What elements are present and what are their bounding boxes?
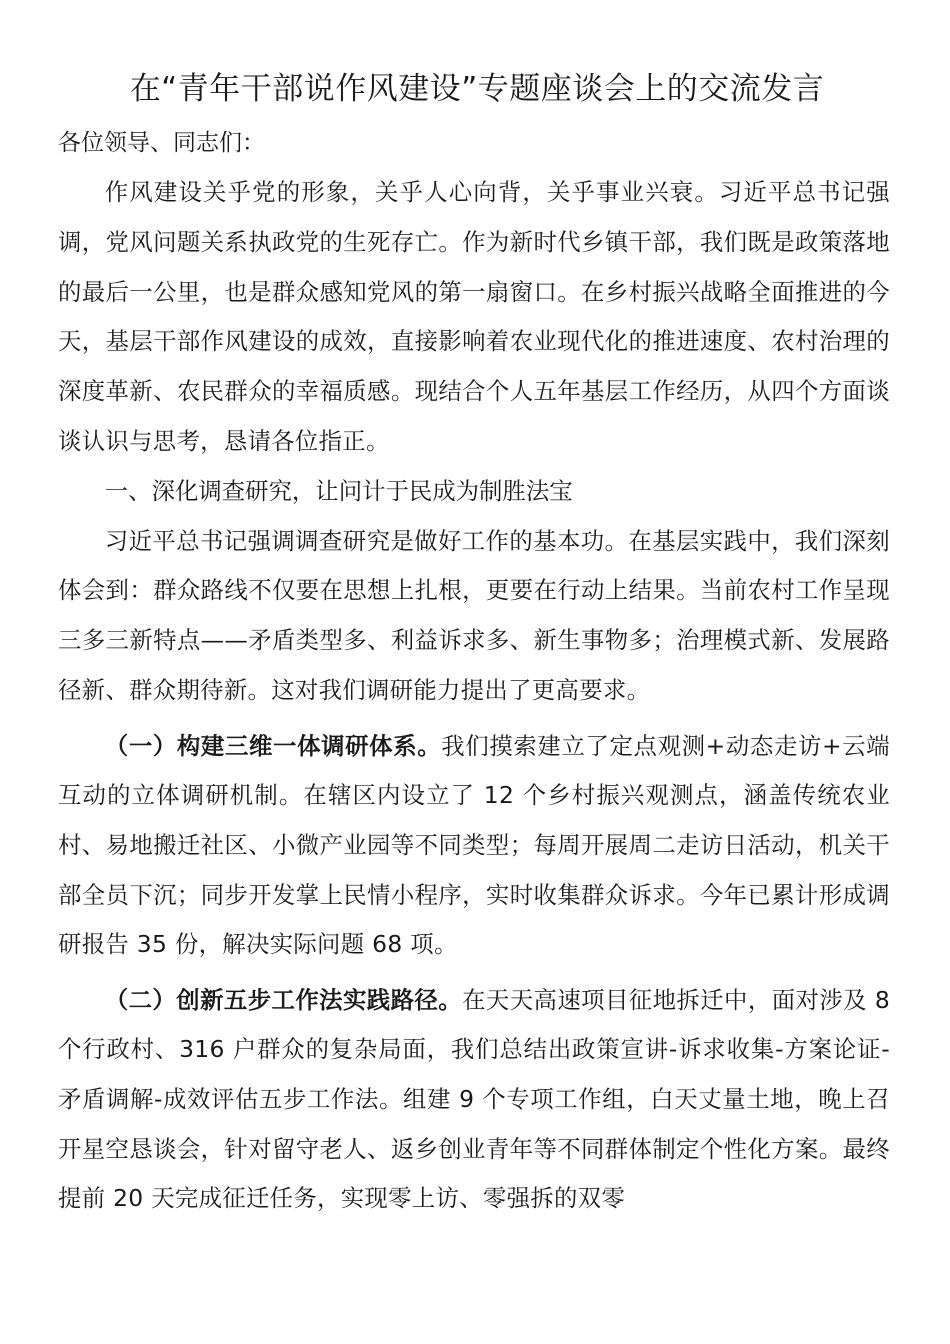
point-2-body: 在天天高速项目征地拆迁中，面对涉及 8 个行政村、316 户群众的复杂局面，我们总结出政策宣讲-诉求收集-方案论证-矛盾调解-成效评估五步工作法。组建 9 个专项工作组，白天丈量土地，晚上召开星空恳谈会，针对留守老人、返乡创业青年等不同群体制定个性化方案。最终提前 20 天完成征迁任务，实现零上访、零强拆的双零 bbox=[58, 985, 891, 1213]
section-1-heading: 一、深化调查研究，让问计于民成为制胜法宝 bbox=[104, 476, 573, 505]
intro-paragraph: 作风建设关乎党的形象，关乎人心向背，关乎事业兴衰。习近平总书记强调，党风问题关系执政党的生死存亡。作为新时代乡镇干部，我们既是政策落地的最后一公里，也是群众感知党风的第一扇窗口。在乡村振兴战略全面推进的今天，基层干部作风建设的成效，直接影响着农业现代化的推进速度、农村治理的深度革新、农民群众的幸福质感。现结合个人五年基层工作经历，从四个方面谈谈认识与思考，恳请各位指正。 bbox=[58, 178, 890, 455]
point-1-body: 我们摸索建立了定点观测+动态走访+云端互动的立体调研机制。在辖区内设立了 12 个乡村振兴观测点，涵盖传统农业村、易地搬迁社区、小微产业园等不同类型；每周开展周二走访日活动，机关干部全员下沉；同步开发掌上民情小程序，实时收集群众诉求。今年已累计形成调研报告 35 份，解决实际问题 68 项。 bbox=[58, 731, 890, 959]
section-1-body: 习近平总书记强调调查研究是做好工作的基本功。在基层实践中，我们深刻体会到：群众路线不仅要在思想上扎根，更要在行动上结果。当前农村工作呈现三多三新特点——矛盾类型多、利益诉求多、新生事物多；治理模式新、发展路径新、群众期待新。这对我们调研能力提出了更高要求。 bbox=[58, 526, 890, 704]
point-2-paragraph bbox=[58, 976, 890, 1224]
point-1-paragraph bbox=[58, 722, 890, 970]
point-1-lead: （一）构建三维一体调研体系。 bbox=[104, 731, 442, 760]
salutation: 各位领导、同志们： bbox=[58, 130, 265, 156]
document-title: 在“青年干部说作风建设”专题座谈会上的交流发言 bbox=[129, 71, 825, 107]
point-2-lead: （二）创新五步工作法实践路径。 bbox=[104, 985, 463, 1014]
